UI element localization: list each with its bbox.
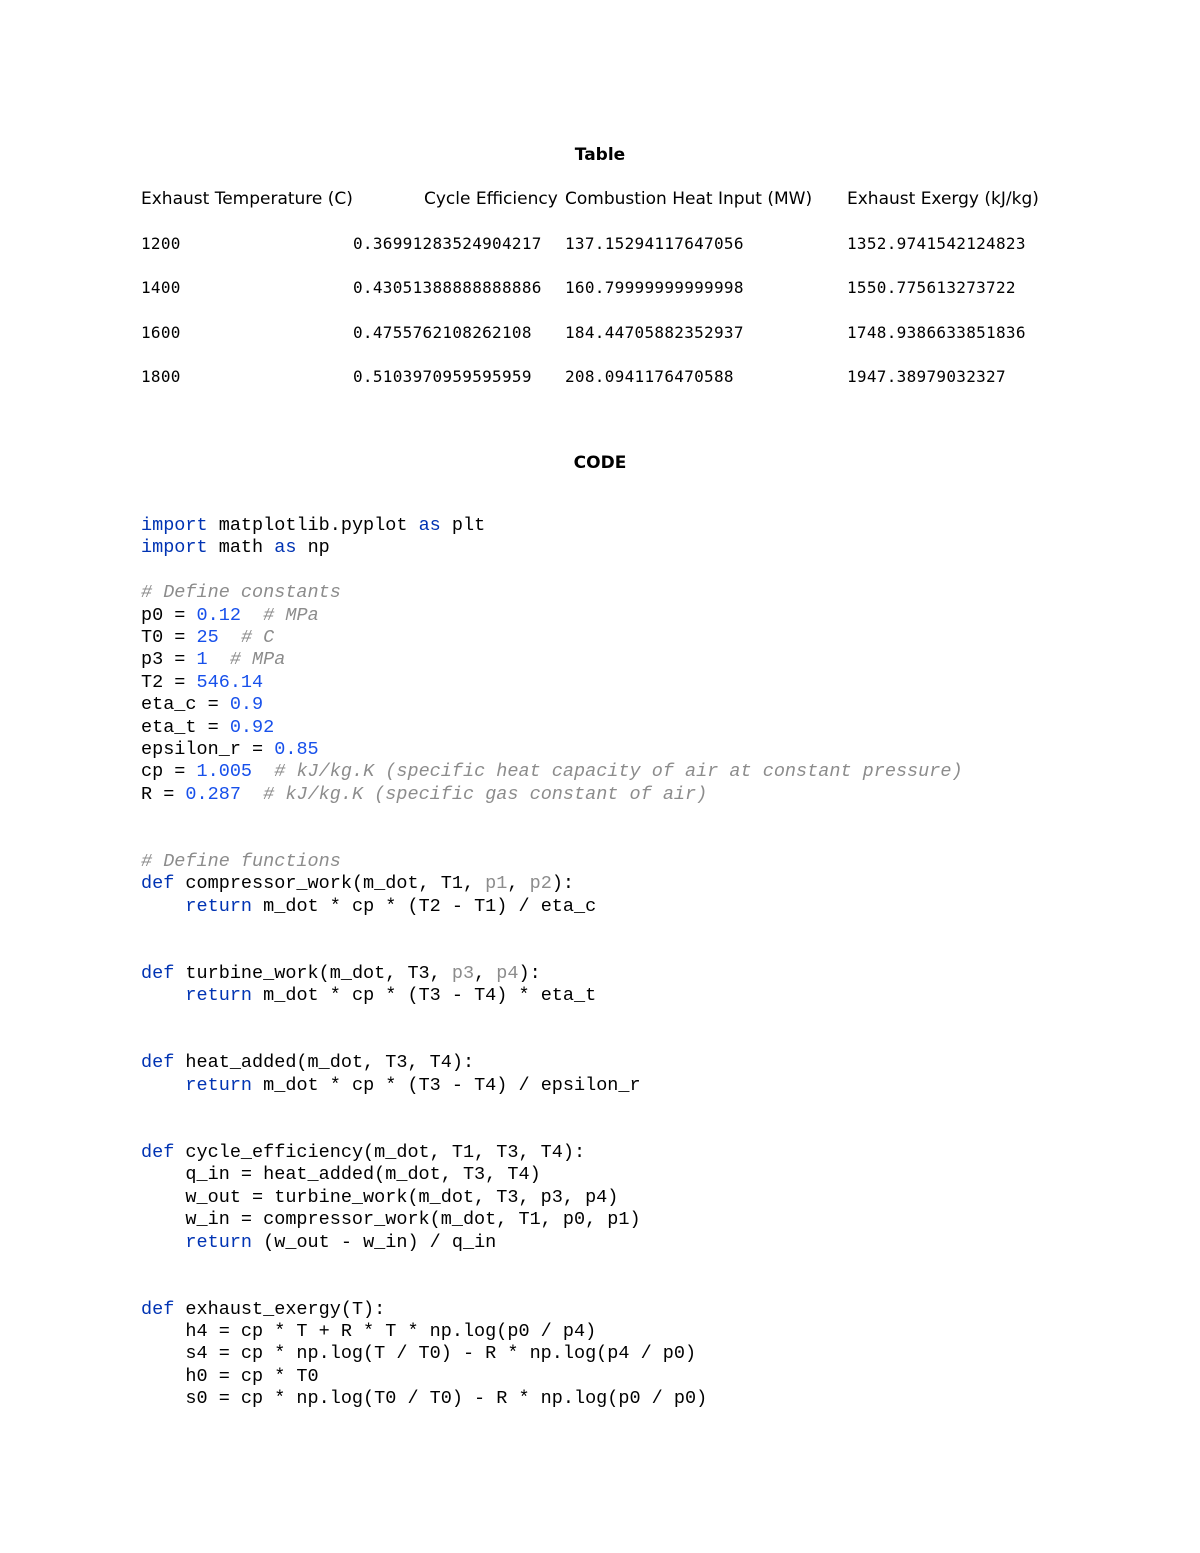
table-cell-temperature: 1600 <box>141 323 181 342</box>
table-cell-exergy: 1550.775613273722 <box>847 278 1016 297</box>
code-line <box>141 694 963 716</box>
code-token: s4 = cp * np.log(T / T0) - R * np.log(p4 / p0) <box>141 1343 697 1365</box>
code-token: # Define functions <box>141 850 341 872</box>
code-line <box>141 649 963 671</box>
code-line <box>141 1254 963 1276</box>
table-cell-temperature: 1400 <box>141 278 181 297</box>
code-token: return <box>185 1231 253 1253</box>
table-title: Table <box>574 145 626 165</box>
code-token: w_out = turbine_work(m_dot, T3, p3, p4) <box>141 1186 619 1208</box>
code-token: # kJ/kg.K (specific heat capacity of air at constant pressure) <box>274 761 963 783</box>
table-cell-efficiency: 0.4755762108262108 <box>353 323 532 342</box>
code-token: , <box>507 873 530 895</box>
code-token: 1 <box>196 649 208 671</box>
table-cell-efficiency: 0.43051388888888886 <box>353 278 542 297</box>
table-cell-exergy: 1352.9741542124823 <box>847 234 1026 253</box>
code-token: cycle_efficiency(m_dot, T1, T3, T4): <box>174 1141 586 1163</box>
code-token: eta_t = <box>141 716 230 738</box>
code-line <box>141 828 963 850</box>
table-cell-temperature: 1200 <box>141 234 181 253</box>
table-header-combustion-heat-input: Combustion Heat Input (MW) <box>565 189 813 209</box>
code-token: 25 <box>196 626 219 648</box>
code-block <box>141 515 963 1411</box>
code-token: cp = <box>141 761 197 783</box>
code-line <box>141 605 963 627</box>
code-line <box>141 873 963 895</box>
code-token <box>241 784 263 805</box>
code-token: m_dot * cp * (T3 - T4) * eta_t <box>252 985 597 1007</box>
table-cell-heat-input: 160.79999999999998 <box>565 278 744 297</box>
code-line <box>141 896 963 918</box>
code-token: s0 = cp * np.log(T0 / T0) - R * np.log(p0 / p0) <box>141 1388 708 1410</box>
code-line <box>141 963 963 985</box>
code-token: , <box>474 962 497 984</box>
code-line <box>141 1008 963 1030</box>
code-token <box>252 761 274 782</box>
code-section-title: CODE <box>573 453 627 473</box>
code-line <box>141 739 963 761</box>
code-token: h4 = cp * T + R * T * np.log(p0 / p4) <box>141 1321 597 1343</box>
code-line <box>141 784 963 806</box>
code-token: 0.12 <box>196 604 241 626</box>
code-token: ): <box>551 873 575 895</box>
code-token: def <box>141 1052 175 1074</box>
code-line <box>141 1052 963 1074</box>
code-token: # kJ/kg.K (specific gas constant of air) <box>263 783 708 805</box>
code-line <box>141 515 963 537</box>
code-token: def <box>141 1298 175 1320</box>
table-header-exhaust-temperature: Exhaust Temperature (C) <box>141 189 353 209</box>
code-token: m_dot * cp * (T2 - T1) / eta_c <box>252 895 597 917</box>
code-line <box>141 918 963 940</box>
code-token: 546.14 <box>196 671 264 693</box>
code-token: # MPa <box>263 604 319 626</box>
code-token: R = <box>141 783 186 805</box>
code-line <box>141 1075 963 1097</box>
code-token <box>141 1232 185 1253</box>
code-line <box>141 1343 963 1365</box>
code-token: m_dot * cp * (T3 - T4) / epsilon_r <box>252 1074 641 1096</box>
code-line <box>141 1276 963 1298</box>
code-token: epsilon_r = <box>141 738 275 760</box>
code-token: plt <box>440 515 486 536</box>
code-token <box>141 896 185 917</box>
code-line <box>141 672 963 694</box>
code-token: import <box>141 537 208 559</box>
code-token: T2 = <box>141 671 197 693</box>
code-token: def <box>141 962 175 984</box>
code-line <box>141 1187 963 1209</box>
code-line <box>141 717 963 739</box>
code-line <box>141 985 963 1007</box>
code-token <box>141 1075 185 1096</box>
code-line <box>141 1366 963 1388</box>
code-token: return <box>185 895 253 917</box>
code-token: p3 <box>451 962 475 984</box>
code-line <box>141 1164 963 1186</box>
code-token: # Define constants <box>141 582 341 604</box>
table-cell-exergy: 1947.38979032327 <box>847 367 1006 386</box>
code-token: p1 <box>485 873 508 895</box>
code-line <box>141 1142 963 1164</box>
code-line <box>141 1321 963 1343</box>
code-token: # MPa <box>229 649 286 671</box>
table-header-cycle-efficiency: Cycle Efficiency <box>424 189 558 209</box>
code-token <box>219 627 241 648</box>
code-token: 0.92 <box>229 716 275 738</box>
code-token: T0 = <box>141 626 197 648</box>
code-token: return <box>185 985 253 1007</box>
code-token: 0.9 <box>229 694 264 716</box>
code-line <box>141 627 963 649</box>
code-line <box>141 537 963 559</box>
table-cell-heat-input: 137.15294117647056 <box>565 234 744 253</box>
code-token: 0.287 <box>185 783 241 805</box>
code-token: p2 <box>529 873 552 895</box>
code-line <box>141 560 963 582</box>
code-token: p0 = <box>141 604 197 626</box>
code-token: eta_c = <box>141 694 230 716</box>
code-line <box>141 1209 963 1231</box>
code-token: heat_added(m_dot, T3, T4): <box>174 1052 475 1074</box>
table-header-exhaust-exergy: Exhaust Exergy (kJ/kg) <box>847 189 1039 209</box>
code-token: p4 <box>496 962 519 984</box>
code-token: return <box>185 1074 253 1096</box>
table-cell-efficiency: 0.36991283524904217 <box>353 234 542 253</box>
code-token: p3 = <box>141 649 197 671</box>
code-token: compressor_work(m_dot, T1, <box>174 873 486 895</box>
code-token: ): <box>518 962 541 984</box>
code-token: (w_out - w_in) / q_in <box>252 1231 497 1253</box>
code-line <box>141 1299 963 1321</box>
code-token: np <box>296 537 330 559</box>
table-cell-heat-input: 208.0941176470588 <box>565 367 734 386</box>
code-line <box>141 1030 963 1052</box>
code-token: as <box>274 537 297 559</box>
code-token: math <box>207 537 275 559</box>
code-token: q_in = heat_added(m_dot, T3, T4) <box>141 1164 541 1186</box>
code-line <box>141 1388 963 1410</box>
code-token <box>141 985 185 1006</box>
code-token: def <box>141 873 175 895</box>
code-line <box>141 806 963 828</box>
code-token: # C <box>240 626 275 648</box>
code-line <box>141 1097 963 1119</box>
code-token <box>208 649 230 670</box>
table-cell-heat-input: 184.44705882352937 <box>565 323 744 342</box>
code-token: h0 = cp * T0 <box>141 1365 319 1387</box>
code-token: w_in = compressor_work(m_dot, T1, p0, p1) <box>141 1209 641 1231</box>
table-cell-efficiency: 0.5103970959595959 <box>353 367 532 386</box>
code-token <box>241 605 263 626</box>
code-token: matplotlib.pyplot <box>207 515 419 536</box>
code-token: turbine_work(m_dot, T3, <box>174 962 452 984</box>
code-line <box>141 761 963 783</box>
code-token: exhaust_exergy(T): <box>174 1298 386 1320</box>
code-token: 1.005 <box>196 761 253 783</box>
code-line <box>141 582 963 604</box>
code-token: def <box>141 1141 175 1163</box>
code-token: import <box>141 515 208 536</box>
code-token: as <box>418 515 441 536</box>
table-cell-temperature: 1800 <box>141 367 181 386</box>
code-line <box>141 1232 963 1254</box>
code-line <box>141 1120 963 1142</box>
code-line <box>141 940 963 962</box>
table-cell-exergy: 1748.9386633851836 <box>847 323 1026 342</box>
code-token: 0.85 <box>274 738 319 760</box>
code-line <box>141 851 963 873</box>
